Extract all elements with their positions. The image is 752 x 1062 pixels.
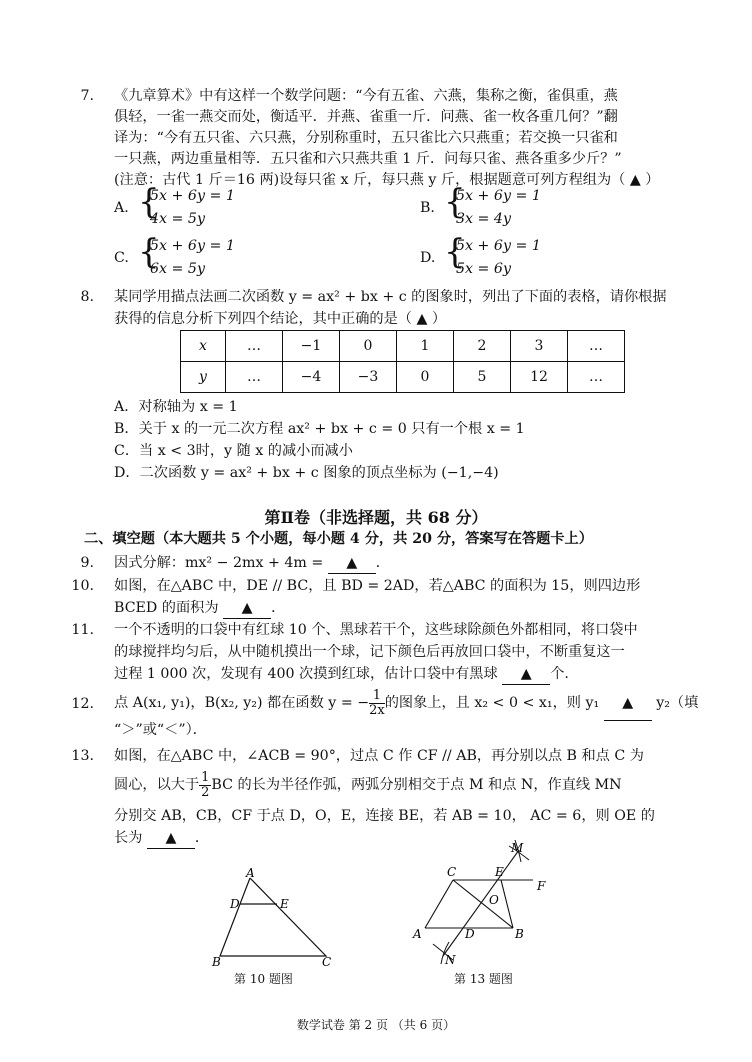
label-d: D	[465, 927, 475, 941]
segment-be	[501, 880, 513, 928]
q8-option-a: A．对称轴为 x = 1	[114, 399, 238, 415]
label-o: O	[489, 893, 499, 907]
q8-line-1: 某同学用描点法画二次函数 y = ax² + bx + c 的图象时，列出了下面的表格，请你根据	[114, 289, 667, 305]
q7-line-5: (注意：古代 1 斤＝16 两)设每只雀 x 斤，每只燕 y 斤，根据题意可列方程组为（ ▲ ）	[114, 172, 660, 188]
q13-line-1: 如图，在△ABC 中，∠ACB = 90°，过点 C 作 CF // AB，再分别以点 B 和点 C 为	[114, 748, 644, 764]
q9-answer-blank: ▲	[328, 553, 376, 574]
segment-ca	[425, 880, 453, 928]
label-f: F	[537, 879, 546, 893]
table-cell: …	[568, 331, 625, 362]
table-cell: y	[181, 362, 226, 393]
figure-13-caption: 第 13 题图	[454, 972, 513, 986]
label-b: B	[212, 955, 221, 969]
table-cell: −3	[340, 362, 397, 393]
segment-cb	[453, 880, 513, 928]
q7-line-1: 《九章算术》中有这样一个数学问题：“今有五雀、六燕，集称之衡，雀俱重，燕	[114, 88, 618, 104]
q8-option-c: C．当 x < 3时，y 随 x 的减小而减小	[114, 443, 353, 459]
q12-fraction: $\frac{1}{2x}$	[369, 687, 385, 718]
q10-number: 10.	[71, 578, 94, 594]
q13-line-4: 长为 ▲ ．	[114, 828, 209, 849]
q7-line-3: 译为：“今有五只雀、六只燕，分别称重时，五只雀比六只燕重；若交换一只雀和	[114, 130, 618, 146]
q12-line-2: “＞”或“＜”）．	[114, 722, 207, 738]
q11-answer-blank: ▲	[502, 664, 550, 685]
table-cell: …	[226, 362, 283, 393]
label-c: C	[322, 955, 332, 969]
table-cell: 12	[511, 362, 568, 393]
triangle-abc	[220, 878, 326, 956]
q9-line: 因式分解：mx² − 2mx + 4m = ▲ ．	[114, 553, 390, 574]
label-c: C	[447, 865, 457, 879]
table-row	[181, 331, 625, 362]
q10-answer-blank: ▲	[223, 598, 271, 619]
table-cell: …	[568, 362, 625, 393]
table-cell: −4	[283, 362, 340, 393]
figure-10-caption: 第 10 题图	[234, 972, 293, 986]
q12-answer-blank: ▲	[604, 686, 652, 721]
q7-line-4: 一只燕，两边重量相等．五只雀和六只燕共重 1 斤．问每只雀、燕各重多少斤？”	[114, 151, 622, 167]
q8-value-table	[180, 330, 625, 393]
table-row	[181, 362, 625, 393]
table-cell: 5	[454, 362, 511, 393]
q7-line-2: 俱轻，一雀一燕交而处，衡适平．并燕、雀重一斤．问燕、雀一枚各重几何？”翻	[114, 109, 618, 125]
q12-number: 12.	[71, 696, 94, 712]
q13-answer-blank: ▲	[147, 828, 195, 849]
label-a: A	[246, 868, 255, 880]
q9-number: 9.	[80, 555, 94, 571]
label-n: N	[445, 953, 456, 967]
q10-line-1: 如图，在△ABC 中，DE // BC，且 BD = 2AD，若△ABC 的面积为 15，则四边形	[114, 578, 641, 594]
label-d: D	[230, 897, 240, 911]
table-cell: 0	[397, 362, 454, 393]
page-footer: 数学试卷 第 2 页 （共 6 页）	[296, 1018, 456, 1032]
figure-10-triangle	[200, 868, 350, 970]
label-a: A	[413, 927, 422, 941]
q8-option-d: D．二次函数 y = ax² + bx + c 图象的顶点坐标为 (−1,−4)	[114, 465, 499, 481]
label-m: M	[511, 841, 524, 855]
figure-13-construction	[405, 840, 555, 970]
section-title: 第Ⅱ卷（非选择题，共 68 分）	[264, 508, 488, 527]
q7-number: 7.	[80, 88, 94, 104]
q8-number: 8.	[80, 289, 94, 305]
table-cell: 2	[454, 331, 511, 362]
q11-line-1: 一个不透明的口袋中有红球 10 个、黑球若干个，这些球除颜色外都相同，将口袋中	[114, 622, 638, 638]
q8-option-b: B．关于 x 的一元二次方程 ax² + bx + c = 0 只有一个根 x = 1	[114, 421, 525, 437]
table-cell: 3	[511, 331, 568, 362]
q8-line-2: 获得的信息分析下列四个结论，其中正确的是（ ▲ ）	[114, 311, 447, 327]
table-cell: 1	[397, 331, 454, 362]
q12-line-1: 点 A(x₁, y₁)，B(x₂, y₂) 都在函数 y = − $\frac{1}{2x}$ 的图象上，且 x₂ < 0 < x₁，则 y₁ ▲ y₂（填	[114, 686, 698, 721]
label-e: E	[495, 865, 504, 879]
q11-line-2: 的球搅拌均匀后，从中随机摸出一个球，记下颜色后再放回口袋中，不断重复这一	[114, 644, 625, 660]
label-b: B	[515, 927, 524, 941]
q13-line-2: 圆心，以大于 $\frac{1}{2}$ BC 的长为半径作弧，两弧分别相交于点 M 和点 N，作直线 MN	[114, 769, 622, 800]
label-e: E	[280, 897, 289, 911]
q9-text: 因式分解：mx² − 2mx + 4m =	[114, 555, 324, 571]
table-cell: −1	[283, 331, 340, 362]
table-cell: x	[181, 331, 226, 362]
q10-line-2: BCED 的面积为 ▲ ．	[114, 598, 285, 619]
table-cell: …	[226, 331, 283, 362]
q13-fraction: $\frac{1}{2}$	[201, 769, 210, 800]
q13-number: 13.	[71, 748, 94, 764]
q11-number: 11.	[71, 622, 94, 638]
section-part-heading: 二、填空题（本大题共 5 个小题，每小题 4 分，共 20 分，答案写在答题卡上）	[84, 531, 593, 547]
q11-line-3: 过程 1 000 次，发现有 400 次摸到红球，估计口袋中有黑球 ▲ 个.	[114, 664, 569, 685]
q13-line-3: 分别交 AB，CB，CF 于点 D，O，E，连接 BE，若 AB = 10， AC = 6，则 OE 的	[114, 808, 655, 824]
table-cell: 0	[340, 331, 397, 362]
